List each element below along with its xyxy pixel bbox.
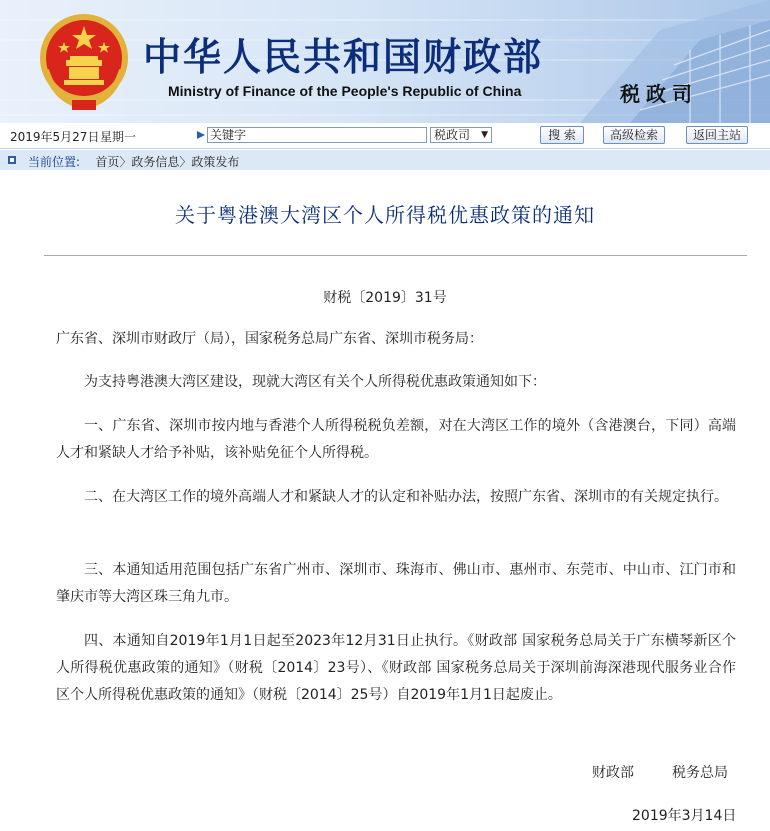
chevron-down-icon: ▼ — [481, 130, 488, 140]
search-scope-value: 税政司 — [434, 128, 471, 142]
location-icon — [7, 155, 17, 165]
breadcrumb-item-home[interactable]: 首页 — [95, 155, 120, 169]
signer-ministry: 财政部 — [592, 765, 634, 781]
divider — [44, 255, 747, 256]
national-emblem-icon — [36, 10, 132, 112]
paragraph-4: 四、本通知自2019年1月1日起至2023年12月31日止执行。《财政部 国家税务总局关于广东横琴新区个人所得税优惠政策的通知》（财税〔2014〕23号）、《财政部 国家税务总局关于深圳前海深港现代服务业合作区个人所得税优惠政策的通知》（财税〔2014〕25号）自2019年1月1日起废止。 — [56, 633, 736, 703]
page-title: 关于粤港澳大湾区个人所得税优惠政策的通知 — [175, 203, 595, 227]
site-header — [0, 0, 770, 123]
addressee: 广东省、深圳市财政厅（局），国家税务总局广东省、深圳市税务局： — [56, 331, 483, 347]
current-weekday: 星期一 — [100, 130, 137, 144]
paragraph-2: 二、在大湾区工作的境外高端人才和紧缺人才的认定和补贴办法，按照广东省、深圳市的有关规定执行。 — [84, 489, 728, 505]
advanced-search-button[interactable]: 高级检索 — [603, 126, 665, 144]
document-number: 财税〔2019〕31号 — [323, 290, 447, 306]
department-name: 税政司 — [620, 82, 698, 106]
return-home-button[interactable]: 返回主站 — [686, 126, 748, 144]
current-date: 2019年5月27日 — [10, 130, 100, 144]
breadcrumb — [0, 150, 770, 170]
signer-tax-bureau: 税务总局 — [672, 765, 728, 781]
breadcrumb-trail: 当前位置: 首页〉政务信息〉政策发布 — [28, 155, 240, 169]
toolbar — [0, 124, 770, 149]
site-title: 中华人民共和国财政部 — [143, 35, 544, 79]
breadcrumb-item-news[interactable]: 政务信息 — [131, 155, 180, 169]
search-scope-select[interactable] — [430, 127, 492, 143]
site-title-english: Ministry of Finance of the People's Republic of China — [168, 83, 522, 99]
paragraph-1: 一、广东省、深圳市按内地与香港个人所得税税负差额，对在大湾区工作的境外（含港澳台，下同）高端人才和紧缺人才给予补贴，该补贴免征个人所得税。 — [56, 418, 736, 461]
paragraph-intro: 为支持粤港澳大湾区建设，现就大湾区有关个人所得税优惠政策通知如下： — [84, 374, 546, 390]
search-input[interactable]: 关键字 — [207, 127, 427, 143]
breadcrumb-label: 当前位置: — [28, 155, 81, 169]
document-date: 2019年3月14日 — [632, 808, 737, 824]
breadcrumb-item-policy[interactable]: 政策发布 — [191, 155, 240, 169]
search-button[interactable]: 搜 索 — [540, 126, 584, 144]
keyword-icon — [196, 130, 206, 140]
paragraph-3: 三、本通知适用范围包括广东省广州市、深圳市、珠海市、佛山市、惠州市、东莞市、中山市、江门市和肇庆市等大湾区珠三角九市。 — [56, 562, 736, 605]
